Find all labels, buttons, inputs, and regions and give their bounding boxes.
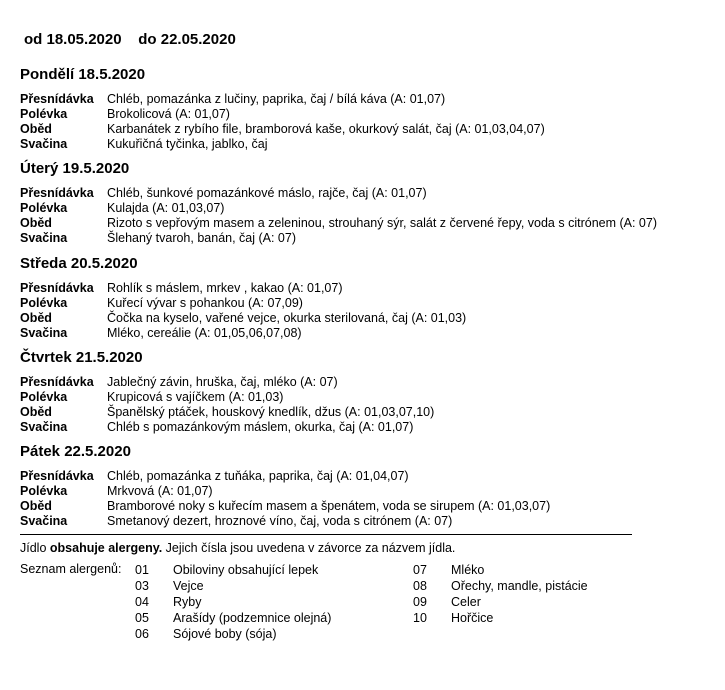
allergen-name: Ryby — [173, 595, 202, 609]
meal-label: Svačina — [20, 137, 68, 151]
meal-row — [20, 484, 213, 499]
meal-label: Přesnídávka — [20, 375, 94, 389]
day-title: Pátek 22.5.2020 — [20, 443, 131, 460]
meal-text: Mléko, cereálie (A: 01,05,06,07,08) — [107, 326, 302, 340]
day-title: Úterý 19.5.2020 — [20, 160, 130, 177]
meal-row — [20, 122, 545, 137]
allergen-item — [135, 610, 331, 626]
meal-label: Svačina — [20, 231, 68, 245]
meal-label: Přesnídávka — [20, 281, 94, 295]
meal-label: Oběd — [20, 499, 52, 513]
divider — [20, 534, 632, 535]
meal-text: Španělský ptáček, houskový knedlík, džus (A: 01,03,07,10) — [107, 405, 435, 419]
allergen-name: Arašídy (podzemnice olejná) — [173, 611, 332, 625]
allergen-list-label: Seznam alergenů: — [20, 562, 122, 576]
allergen-item — [413, 594, 481, 610]
meal-text: Čočka na kyselo, vařené vejce, okurka sterilovaná, čaj (A: 01,03) — [107, 311, 467, 325]
meal-label: Oběd — [20, 216, 52, 230]
allergen-code: 06 — [135, 627, 149, 641]
meal-text: Jablečný závin, hruška, čaj, mléko (A: 07) — [107, 375, 338, 389]
meal-row — [20, 469, 409, 484]
meal-row — [20, 281, 343, 296]
meal-text: Chléb, pomazánka z tuňáka, paprika, čaj (A: 01,04,07) — [107, 469, 409, 483]
meal-label: Polévka — [20, 484, 68, 498]
allergen-item — [135, 626, 277, 642]
allergen-note — [20, 541, 455, 555]
allergen-code: 04 — [135, 595, 149, 609]
meal-row — [20, 405, 434, 420]
allergen-code: 09 — [413, 595, 427, 609]
meal-label: Oběd — [20, 405, 52, 419]
allergen-code: 10 — [413, 611, 427, 625]
meal-text: Rohlík s máslem, mrkev , kakao (A: 01,07) — [107, 281, 343, 295]
meal-label: Polévka — [20, 390, 68, 404]
meal-row — [20, 296, 303, 311]
meal-row — [20, 326, 302, 341]
meal-label: Přesnídávka — [20, 92, 94, 106]
allergen-name: Obiloviny obsahující lepek — [173, 563, 319, 577]
meal-row — [20, 420, 413, 435]
allergen-code: 01 — [135, 563, 149, 577]
meal-label: Svačina — [20, 514, 68, 528]
meal-row — [20, 201, 224, 216]
note-before: Jídlo — [20, 541, 50, 555]
allergen-code: 07 — [413, 563, 427, 577]
meal-text: Kulajda (A: 01,03,07) — [107, 201, 225, 215]
note-bold: obsahuje alergeny. — [49, 541, 163, 555]
allergen-code: 03 — [135, 579, 149, 593]
meal-row — [20, 514, 452, 529]
meal-label: Svačina — [20, 420, 68, 434]
meal-text: Chléb s pomazánkovým máslem, okurka, čaj (A: 01,07) — [107, 420, 414, 434]
meal-label: Polévka — [20, 296, 68, 310]
meal-row — [20, 375, 338, 390]
meal-text: Krupicová s vajíčkem (A: 01,03) — [107, 390, 284, 404]
allergen-code: 08 — [413, 579, 427, 593]
meal-text: Brokolicová (A: 01,07) — [107, 107, 230, 121]
meal-text: Šlehaný tvaroh, banán, čaj (A: 07) — [107, 231, 297, 245]
allergen-name: Vejce — [173, 579, 204, 593]
meal-row — [20, 231, 296, 246]
allergen-item — [413, 610, 493, 626]
allergen-item — [413, 578, 588, 594]
allergen-item — [413, 562, 484, 578]
day-title: Čtvrtek 21.5.2020 — [20, 349, 143, 366]
meal-label: Oběd — [20, 122, 52, 136]
allergen-name: Celer — [451, 595, 481, 609]
meal-row — [20, 390, 283, 405]
meal-row — [20, 92, 445, 107]
meal-row — [20, 216, 657, 231]
meal-text: Chléb, pomazánka z lučiny, paprika, čaj / bílá káva (A: 01,07) — [107, 92, 446, 106]
meal-row — [20, 311, 466, 326]
day-title: Pondělí 18.5.2020 — [20, 66, 146, 83]
allergen-name: Hořčice — [451, 611, 494, 625]
meal-label: Polévka — [20, 201, 68, 215]
allergen-name: Ořechy, mandle, pistácie — [451, 579, 588, 593]
meal-text: Kukuřičná tyčinka, jablko, čaj — [107, 137, 268, 151]
allergen-name: Mléko — [451, 563, 485, 577]
meal-text: Smetanový dezert, hroznové víno, čaj, voda s citrónem (A: 07) — [107, 514, 453, 528]
meal-text: Chléb, šunkové pomazánkové máslo, rajče, čaj (A: 01,07) — [107, 186, 427, 200]
meal-text: Karbanátek z rybího file, bramborová kaše, okurkový salát, čaj (A: 01,03,04,07) — [107, 122, 545, 136]
meal-row — [20, 137, 268, 152]
meal-row — [20, 186, 427, 201]
meal-label: Svačina — [20, 326, 68, 340]
meal-label: Přesnídávka — [20, 186, 94, 200]
allergen-item — [135, 578, 204, 594]
meal-text: Kuřecí vývar s pohankou (A: 07,09) — [107, 296, 303, 310]
allergen-item — [135, 594, 201, 610]
day-title: Středa 20.5.2020 — [20, 255, 138, 272]
meal-label: Polévka — [20, 107, 68, 121]
meal-label: Oběd — [20, 311, 52, 325]
meal-label: Přesnídávka — [20, 469, 94, 483]
meal-row — [20, 499, 550, 514]
note-after: Jejich čísla jsou uvedena v závorce za názvem jídla. — [162, 541, 456, 555]
meal-row — [20, 107, 230, 122]
allergen-item — [135, 562, 318, 578]
allergen-name: Sójové boby (sója) — [173, 627, 277, 641]
meal-text: Mrkvová (A: 01,07) — [107, 484, 213, 498]
allergen-code: 05 — [135, 611, 149, 625]
meal-text: Bramborové noky s kuřecím masem a špenátem, voda se sirupem (A: 01,03,07) — [107, 499, 551, 513]
date-range: od 18.05.2020 do 22.05.2020 — [24, 31, 236, 48]
meal-text: Rizoto s vepřovým masem a zeleninou, strouhaný sýr, salát z červené řepy, voda s citrónem (A: 07) — [107, 216, 657, 230]
